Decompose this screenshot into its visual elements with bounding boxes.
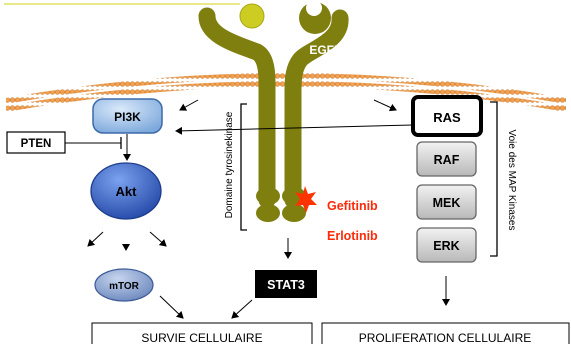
pi3k-label: PI3K: [114, 110, 141, 124]
gefitinib-label: Gefitinib: [327, 199, 378, 213]
mtor-node: [95, 269, 153, 301]
proliferation-outcome: [322, 323, 569, 345]
pi3k-node: [93, 99, 162, 133]
akt-node: [91, 163, 161, 219]
mtor-label: mTOR: [109, 281, 139, 292]
kinase-domain-bracket: [241, 104, 247, 230]
egfr-to-pi3k-arrow: [180, 100, 198, 110]
akt-label: Akt: [115, 184, 137, 199]
kinase-domain-label: Domaine tyrosinekinase: [224, 111, 235, 219]
raf-node: [417, 142, 476, 176]
pten-node: [7, 132, 65, 153]
mek-node: [417, 185, 476, 219]
stat3-node: [255, 270, 317, 298]
stat3-to-survival-arrow: [232, 300, 252, 318]
egfr-label: EGFR: [309, 43, 343, 57]
map-kinase-bracket: [490, 102, 497, 256]
akt-arrow-left: [88, 232, 103, 246]
mek-label: MEK: [432, 196, 461, 210]
erk-label: ERK: [433, 239, 460, 253]
ras-label: RAS: [433, 110, 461, 125]
ras-node: [413, 97, 481, 135]
stat3-label: STAT3: [267, 278, 305, 292]
egfr-to-ras-arrow: [374, 100, 396, 110]
pten-label: PTEN: [20, 138, 52, 150]
survival-outcome: [92, 323, 312, 345]
proliferation-label: PROLIFERATION CELLULAIRE: [358, 331, 532, 345]
egf-ligand: [240, 4, 264, 28]
akt-arrow-right: [150, 232, 166, 246]
erk-node: [417, 228, 476, 262]
raf-label: RAF: [433, 153, 460, 167]
map-kinase-label: Voie des MAP Kinases: [506, 129, 517, 231]
survival-label: SURVIE CELLULAIRE: [141, 331, 263, 345]
erlotinib-label: Erlotinib: [327, 229, 378, 243]
mtor-to-survival-arrow: [160, 296, 183, 318]
